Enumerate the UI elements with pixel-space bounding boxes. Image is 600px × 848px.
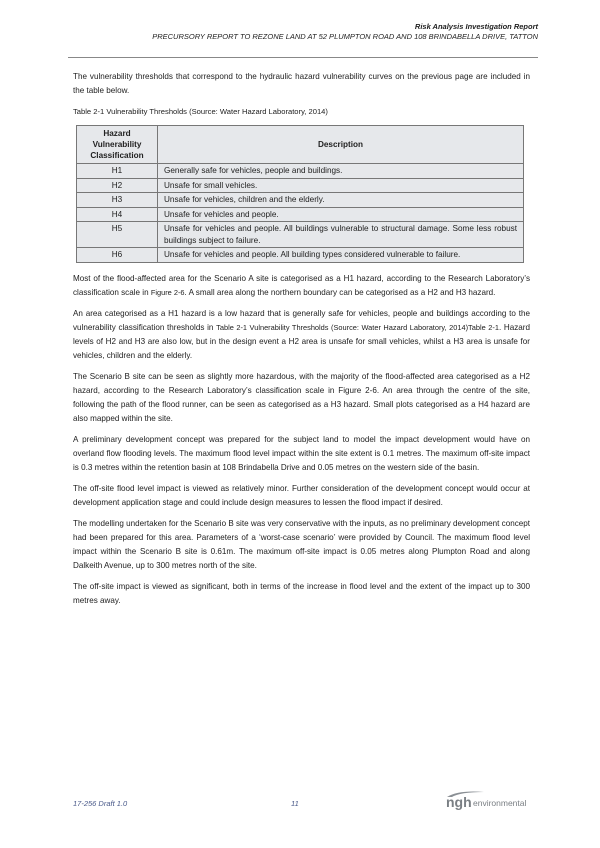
- figure-reference-link[interactable]: Figure 2-6: [150, 287, 185, 297]
- paragraph-scenario-b: The Scenario B site can be seen as slightly more hazardous, with the majority of the flood-affected area categorised as a H2 hazard, according to the Research Laboratory’s classification scale in Figure 2-6. An area through the centre of the site, following the path of the flood runner, can be seen as categorised as a H3 hazard. Small plots categorised as a H4 hazard are also mapped within the site.: [73, 371, 530, 423]
- paragraph-text: An area categorised as a H1 hazard is a low hazard that is generally safe for vehicles, people and buildings according to the vulnerability classification thresholds in: [73, 308, 530, 332]
- table-header-description: Description: [158, 126, 524, 164]
- paragraph-scenario-a: [73, 272, 530, 300]
- table-row: [77, 164, 524, 179]
- table-cell-description: Generally safe for vehicles, people and buildings.: [158, 164, 524, 179]
- table-cell-class: H3: [77, 193, 158, 208]
- report-title: Risk Analysis Investigation Report: [414, 22, 538, 31]
- table-row: [77, 207, 524, 222]
- paragraph-development-concept: A preliminary development concept was prepared for the subject land to model the impact development would have on overland flow flooding levels. The maximum flood level impact within the site extent is 0.1 metres. The maximum off-site impact is 0.3 metres within the retention basin at 108 Brindabella Drive and 0.05 metres on the western side of the basin.: [73, 434, 530, 472]
- paragraph-text: Most of the flood-affected area for the Scenario A site is categorised as a H1 hazard, according to the Research Laboratory’s classification scale in: [73, 273, 530, 297]
- page-footer: [73, 790, 538, 820]
- table-cell-description: Unsafe for vehicles and people.: [158, 207, 524, 222]
- header-divider: [68, 57, 538, 58]
- page-header: [152, 22, 538, 42]
- table-cell-description: Unsafe for small vehicles.: [158, 178, 524, 193]
- paragraph-hazard-levels: [73, 307, 530, 363]
- document-version: 17-256 Draft 1.0: [73, 799, 128, 808]
- table-cell-description: Unsafe for vehicles, children and the elderly.: [158, 193, 524, 208]
- paragraph-offsite-significant: The off-site impact is viewed as significant, both in terms of the increase in flood level and the extent of the impact up to 300 metres away.: [73, 581, 530, 605]
- table-caption: Table 2-1 Vulnerability Thresholds (Source: Water Hazard Laboratory, 2014): [73, 107, 328, 116]
- page-content: [73, 70, 530, 615]
- vulnerability-table: [76, 125, 524, 263]
- table-row: [77, 248, 524, 263]
- table-header-classification: Hazard Vulnerability Classification: [77, 126, 158, 164]
- table-row: [77, 178, 524, 193]
- table-row: [77, 193, 524, 208]
- paragraph-text: . Hazard levels of H2 and H3 are also low, but in the design event a H2 area is unsafe for small vehicles, whilst a H3 area is unsafe for vehicles, children and the elderly.: [73, 322, 530, 360]
- intro-paragraph: The vulnerability thresholds that correspond to the hydraulic hazard vulnerability curves on the previous page are included in the table below.: [73, 72, 530, 95]
- table-cell-class: H6: [77, 248, 158, 263]
- table-cell-description: Unsafe for vehicles and people. All building types considered vulnerable to failure.: [158, 248, 524, 263]
- logo-ngh-text: ngh: [446, 794, 472, 810]
- table-row: [77, 222, 524, 248]
- table-cell-class: H2: [77, 178, 158, 193]
- report-subtitle: PRECURSORY REPORT TO REZONE LAND AT 52 PLUMPTON ROAD AND 108 BRINDABELLA DRIVE, TATTON: [152, 32, 538, 41]
- paragraph-modelling: The modelling undertaken for the Scenario B site was very conservative with the inputs, as no preliminary development concept had been prepared for this area. Parameters of a ‘worst-case scenario’ were provided by Council. The maximum flood level impact within the Scenario B site is 0.61m. The maximum off-site impact is 0.05 metres along Plumpton Road and along Dalkeith Avenue, up to 300 metres north of the site.: [73, 518, 530, 570]
- table-cell-class: H4: [77, 207, 158, 222]
- logo-environmental-text: environmental: [473, 798, 527, 808]
- table-cell-description: Unsafe for vehicles and people. All buildings vulnerable to structural damage. Some less robust buildings subject to failure.: [158, 222, 524, 248]
- table-reference-link[interactable]: Table 2-1 Vulnerability Thresholds (Source: Water Hazard Laboratory, 2014)Table 2-1: [216, 322, 499, 332]
- ngh-logo: [446, 790, 538, 814]
- paragraph-text: . A small area along the northern boundary can be categorised as a H2 and H3 hazard.: [184, 287, 496, 297]
- table-cell-class: H5: [77, 222, 158, 248]
- paragraph-offsite-minor: The off-site flood level impact is viewed as relatively minor. Further consideration of the development concept would occur at development application stage and could include design measures to lessen the flood impact if desired.: [73, 483, 530, 507]
- table-cell-class: H1: [77, 164, 158, 179]
- page-number: 11: [291, 799, 299, 808]
